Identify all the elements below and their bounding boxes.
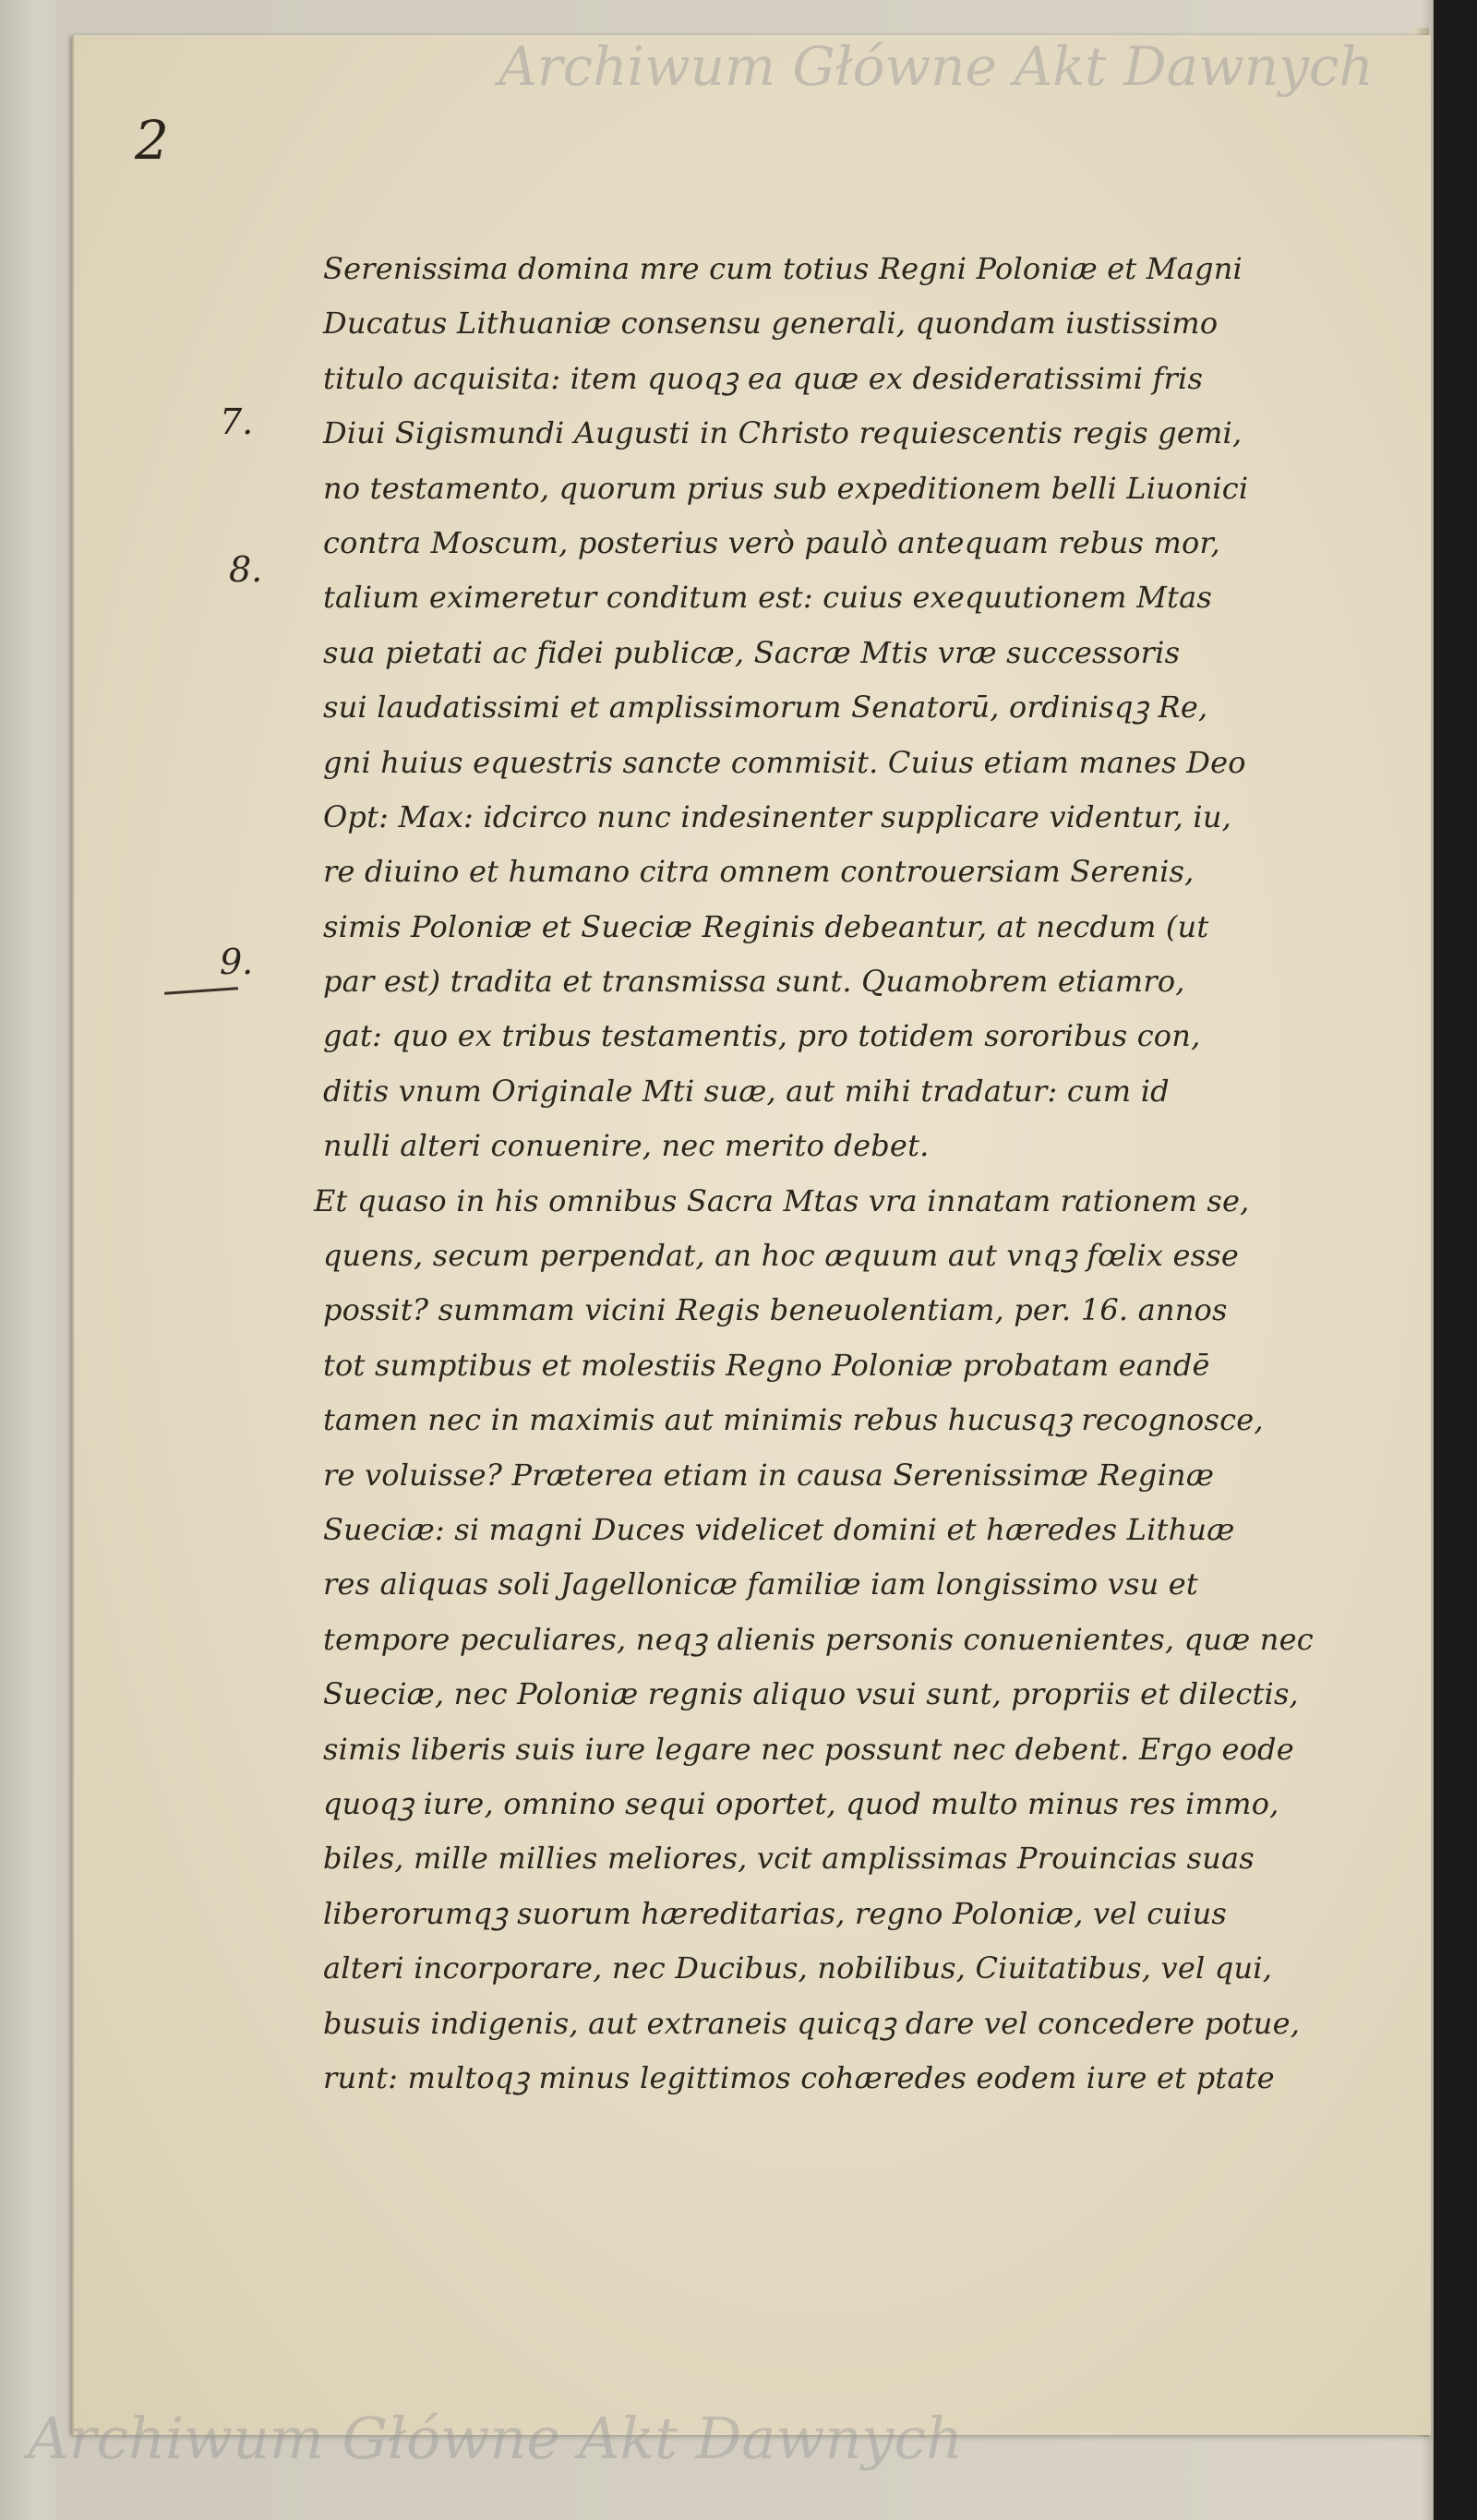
text-line: Serenissima domina mre cum totius Regni Poloniæ et Magni: [323, 251, 1243, 286]
watermark-top: Archiwum Główne Akt Dawnych: [498, 35, 1374, 98]
text-line: talium eximeretur conditum est: cuius exequutionem Mtas: [323, 580, 1213, 616]
text-line: nulli alteri conuenire, nec merito debet.: [323, 1128, 930, 1164]
text-line: simis Poloniæ et Sueciæ Reginis debeantur, at necdum (ut: [323, 908, 1209, 944]
margin-number-8: 8.: [229, 549, 263, 590]
text-line: re voluisse? Præterea etiam in causa Serenissimæ Reginæ: [323, 1457, 1215, 1493]
text-line: sua pietati ac fidei publicæ, Sacræ Mtis vræ successoris: [323, 634, 1181, 670]
text-line: sui laudatissimi et amplissimorum Senatorū, ordinisqꝫ Re,: [323, 690, 1208, 726]
margin-number-7: 7.: [220, 402, 254, 442]
text-line: runt: multoqꝫ minus legittimos cohæredes eodem iure et ptate: [323, 2059, 1275, 2095]
text-line: possit? summam vicini Regis beneuolentiam, per. 16. annos: [323, 1292, 1228, 1328]
text-line: Diui Sigismundi Augusti in Christo requiescentis regis gemi,: [323, 415, 1243, 451]
text-line: tempore peculiares, neqꝫ alienis personis conuenientes, quæ nec: [323, 1621, 1314, 1657]
text-line: tamen nec in maximis aut minimis rebus hucusqꝫ recognosce,: [323, 1402, 1264, 1438]
folio-number: 2: [135, 109, 169, 172]
text-line: alteri incorporare, nec Ducibus, nobilibus, Ciuitatibus, vel qui,: [323, 1950, 1273, 1986]
text-line: par est) tradita et transmissa sunt. Quamobrem etiamro,: [323, 964, 1185, 1000]
text-line: titulo acquisita: item quoqꝫ ea quæ ex desideratissimi fris: [323, 360, 1204, 396]
text-line: quoqꝫ iure, omnino sequi oportet, quod multo minus res immo,: [323, 1785, 1279, 1821]
text-line: re diuino et humano citra omnem controuersiam Serenis,: [323, 854, 1195, 890]
text-line: Ducatus Lithuaniæ consensu generali, quondam iustissimo: [323, 306, 1219, 342]
text-line: no testamento, quorum prius sub expeditionem belli Liuonici: [323, 470, 1249, 506]
text-line: Opt: Max: idcirco nunc indesinenter supplicare videntur, iu,: [323, 798, 1231, 834]
text-line: simis liberis suis iure legare nec possunt nec debent. Ergo eode: [323, 1731, 1294, 1767]
text-line: Sueciæ, nec Poloniæ regnis aliquo vsui sunt, propriis et dilectis,: [323, 1676, 1299, 1712]
text-line: gat: quo ex tribus testamentis, pro totidem sororibus con,: [323, 1018, 1201, 1054]
text-line: res aliquas soli Jagellonicæ familiæ iam longissimo vsu et: [323, 1566, 1198, 1602]
watermark-bottom: Archiwum Główne Akt Dawnych: [28, 2405, 964, 2472]
text-line: Sueciæ: si magni Duces videlicet domini et hæredes Lithuæ: [323, 1511, 1235, 1547]
text-line: liberorumqꝫ suorum hæreditarias, regno Poloniæ, vel cuius: [323, 1895, 1228, 1931]
text-line: Et quaso in his omnibus Sacra Mtas vra innatam rationem se,: [314, 1182, 1250, 1218]
scanner-background: [1434, 0, 1477, 2520]
manuscript-text: [314, 242, 1329, 2106]
text-line: ditis vnum Originale Mti suæ, aut mihi tradatur: cum id: [323, 1073, 1170, 1109]
text-line: tot sumptibus et molestiis Regno Poloniæ probatam eandē: [323, 1347, 1210, 1383]
text-line: gni huius equestris sancte commisit. Cuius etiam manes Deo: [323, 744, 1246, 780]
margin-number-9: 9.: [220, 942, 254, 982]
text-line: contra Moscum, posterius verò paulò antequam rebus mor,: [323, 524, 1220, 560]
text-line: biles, mille millies meliores, vcit amplissimas Prouincias suas: [323, 1841, 1255, 1877]
text-line: quens, secum perpendat, an hoc æquum aut vnqꝫ fœlix esse: [323, 1238, 1239, 1274]
text-line: busuis indigenis, aut extraneis quicqꝫ dare vel concedere potue,: [323, 2005, 1301, 2041]
